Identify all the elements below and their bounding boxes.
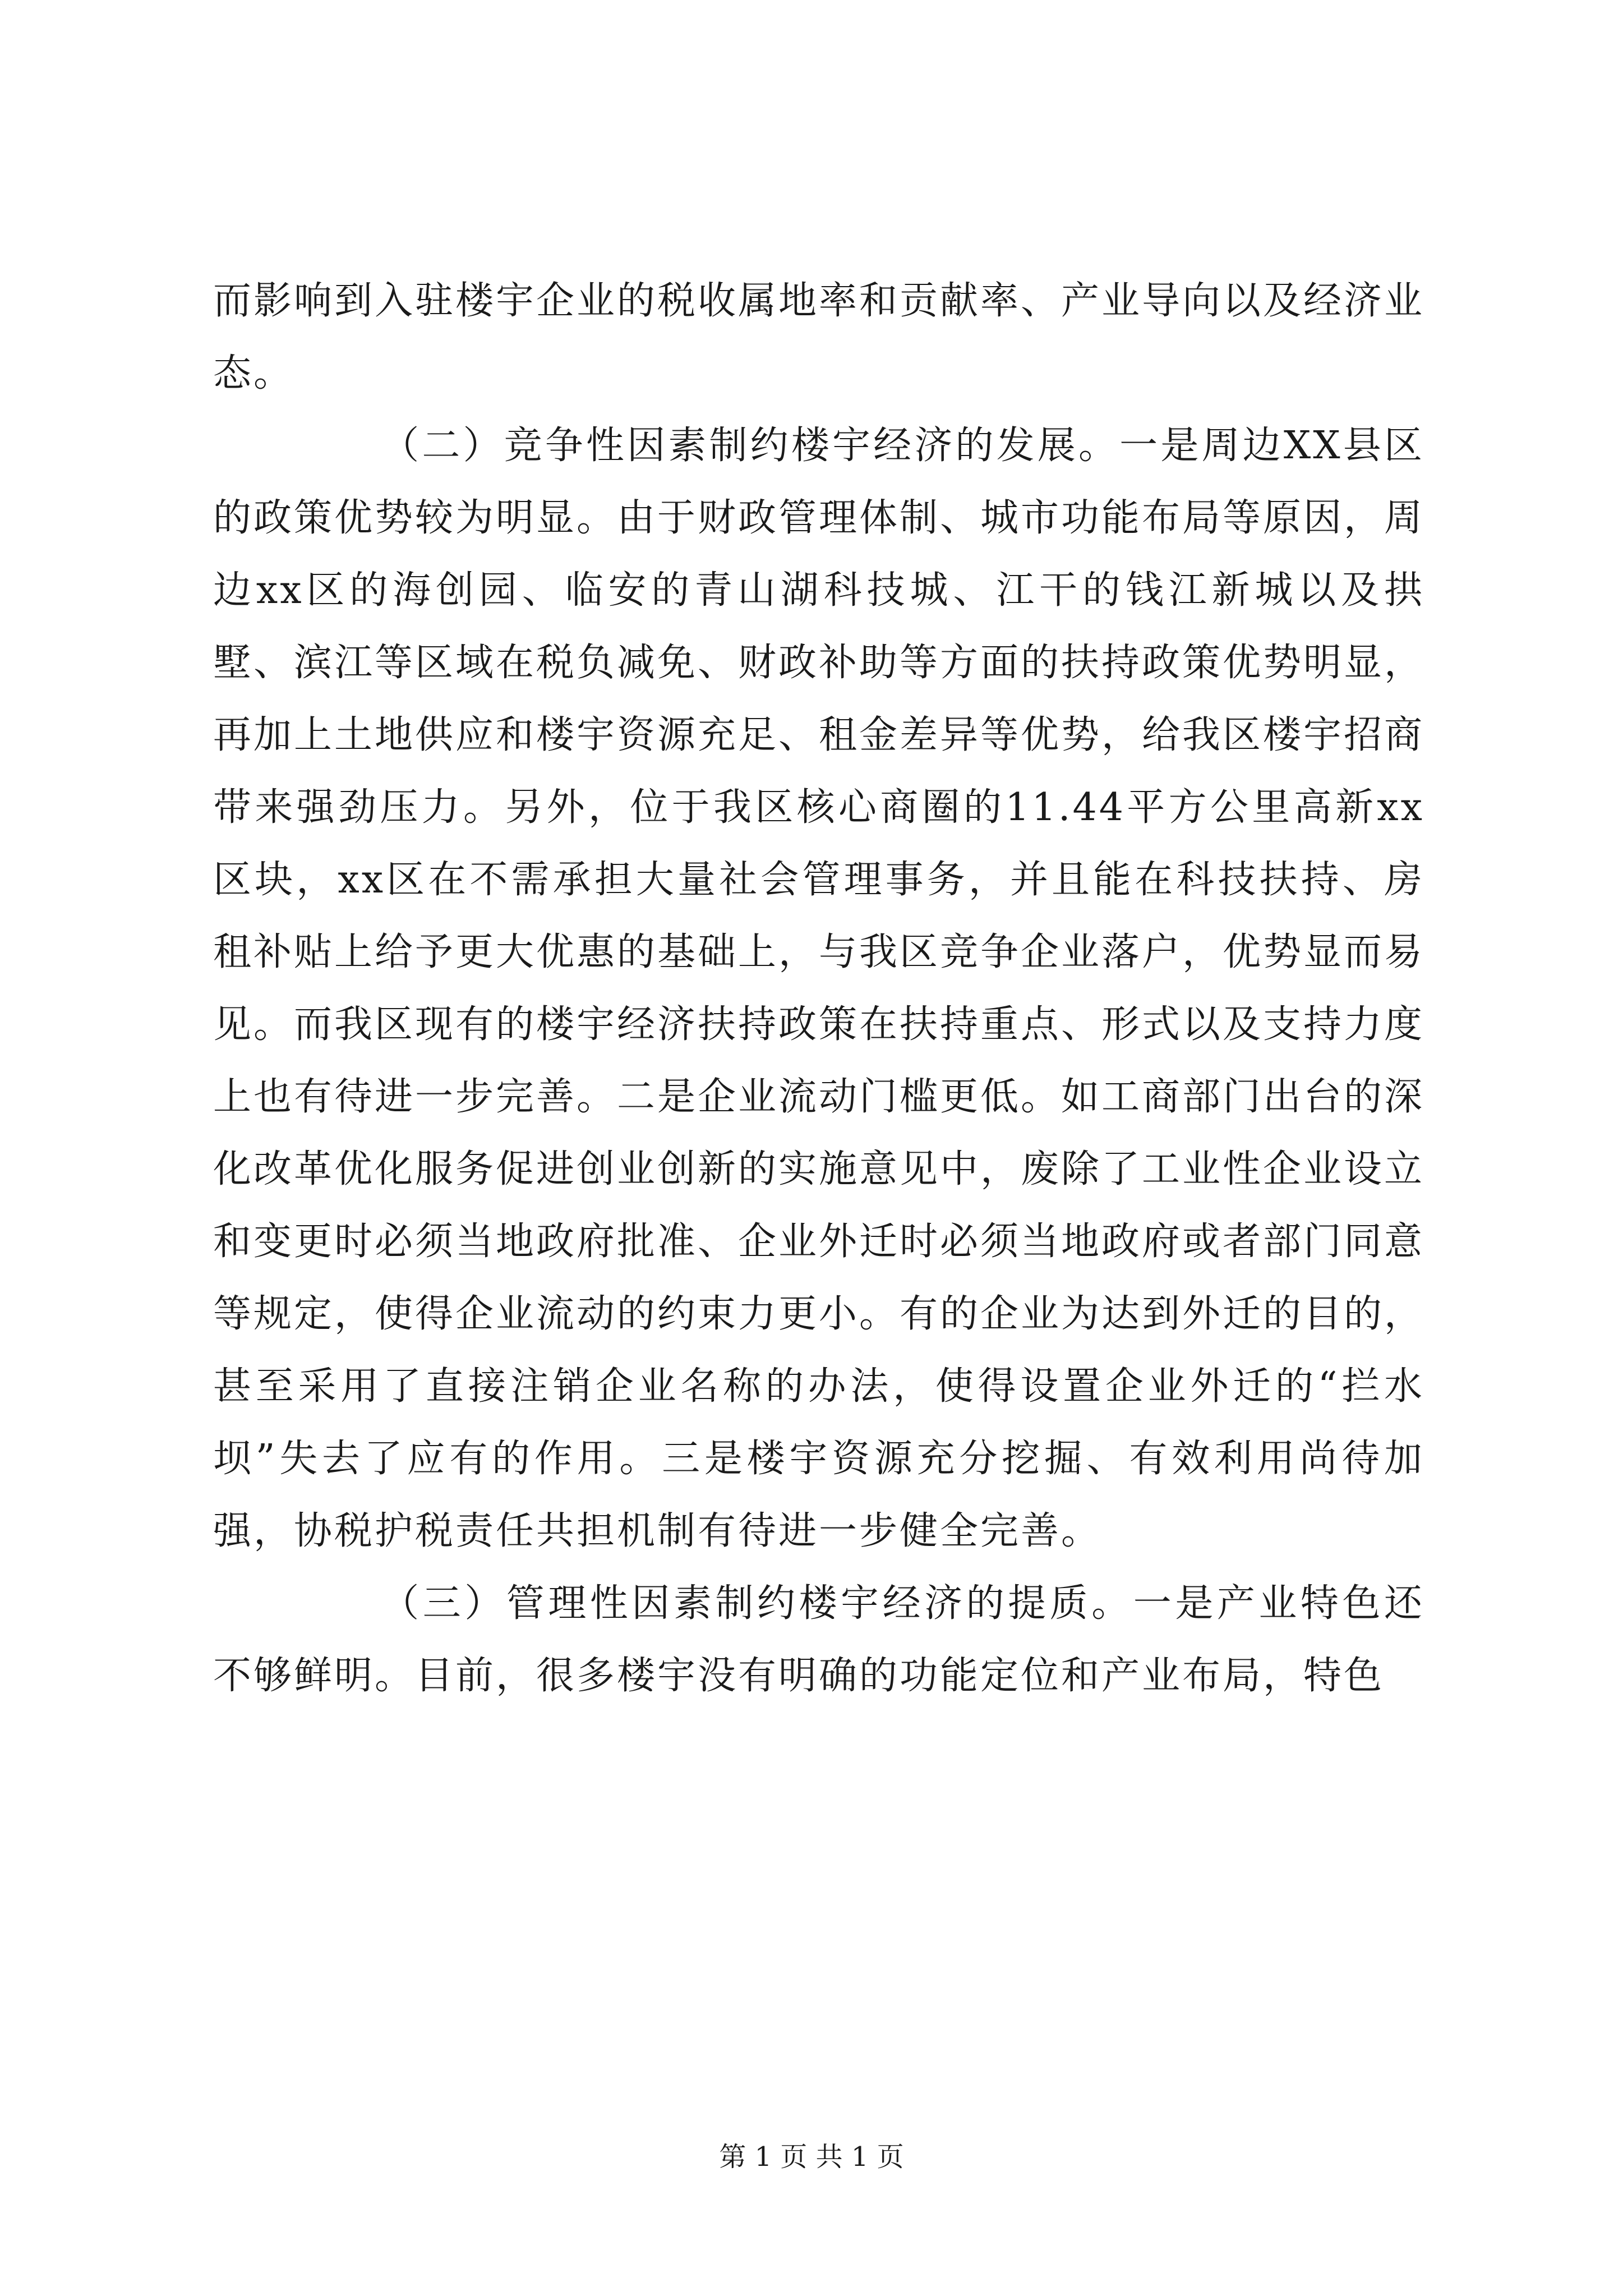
paragraph-continuation: 而影响到入驻楼宇企业的税收属地率和贡献率、产业导向以及经济业态。	[213, 279, 1425, 395]
paragraph-management-factors: （三）管理性因素制约楼宇经济的提质。一是产业特色还不够鲜明。目前，很多楼宇没有明确的功能定位和产业布局，特色	[213, 1581, 1424, 1698]
page-number-footer: 第 1 页 共 1 页	[719, 2141, 904, 2173]
paragraph-competitive-factors: （二）竞争性因素制约楼宇经济的发展。一是周边XX县区的政策优势较为明显。由于财政管理体制、城市功能布局等原因，周边xx区的海创园、临安的青山湖科技城、江干的钱江新城以及拱墅、滨江等区域在税负减免、财政补助等方面的扶持政策优势明显，再加上土地供应和楼宇资源充足、租金差异等优势，给我区楼宇招商带来强劲压力。另外，位于我区核心商圈的11.44平方公里高新xx区块，xx区在不需承担大量社会管理事务，并且能在科技扶持、房租补贴上给予更大优惠的基础上，与我区竞争企业落户，优势显而易见。而我区现有的楼宇经济扶持政策在扶持重点、形式以及支持力度上也有待进一步完善。二是企业流动门槛更低。如工商部门出台的深化改革优化服务促进创业创新的实施意见中，废除了工业性企业设立和变更时必须当地政府批准、企业外迁时必须当地政府或者部门同意等规定，使得企业流动的约束力更小。有的企业为达到外迁的目的，甚至采用了直接注销企业名称的办法，使得设置企业外迁的“拦水坝”失去了应有的作用。三是楼宇资源充分挖掘、有效利用尚待加强，协税护税责任共担机制有待进一步健全完善。	[213, 424, 1425, 1553]
document-body	[213, 265, 1424, 1712]
